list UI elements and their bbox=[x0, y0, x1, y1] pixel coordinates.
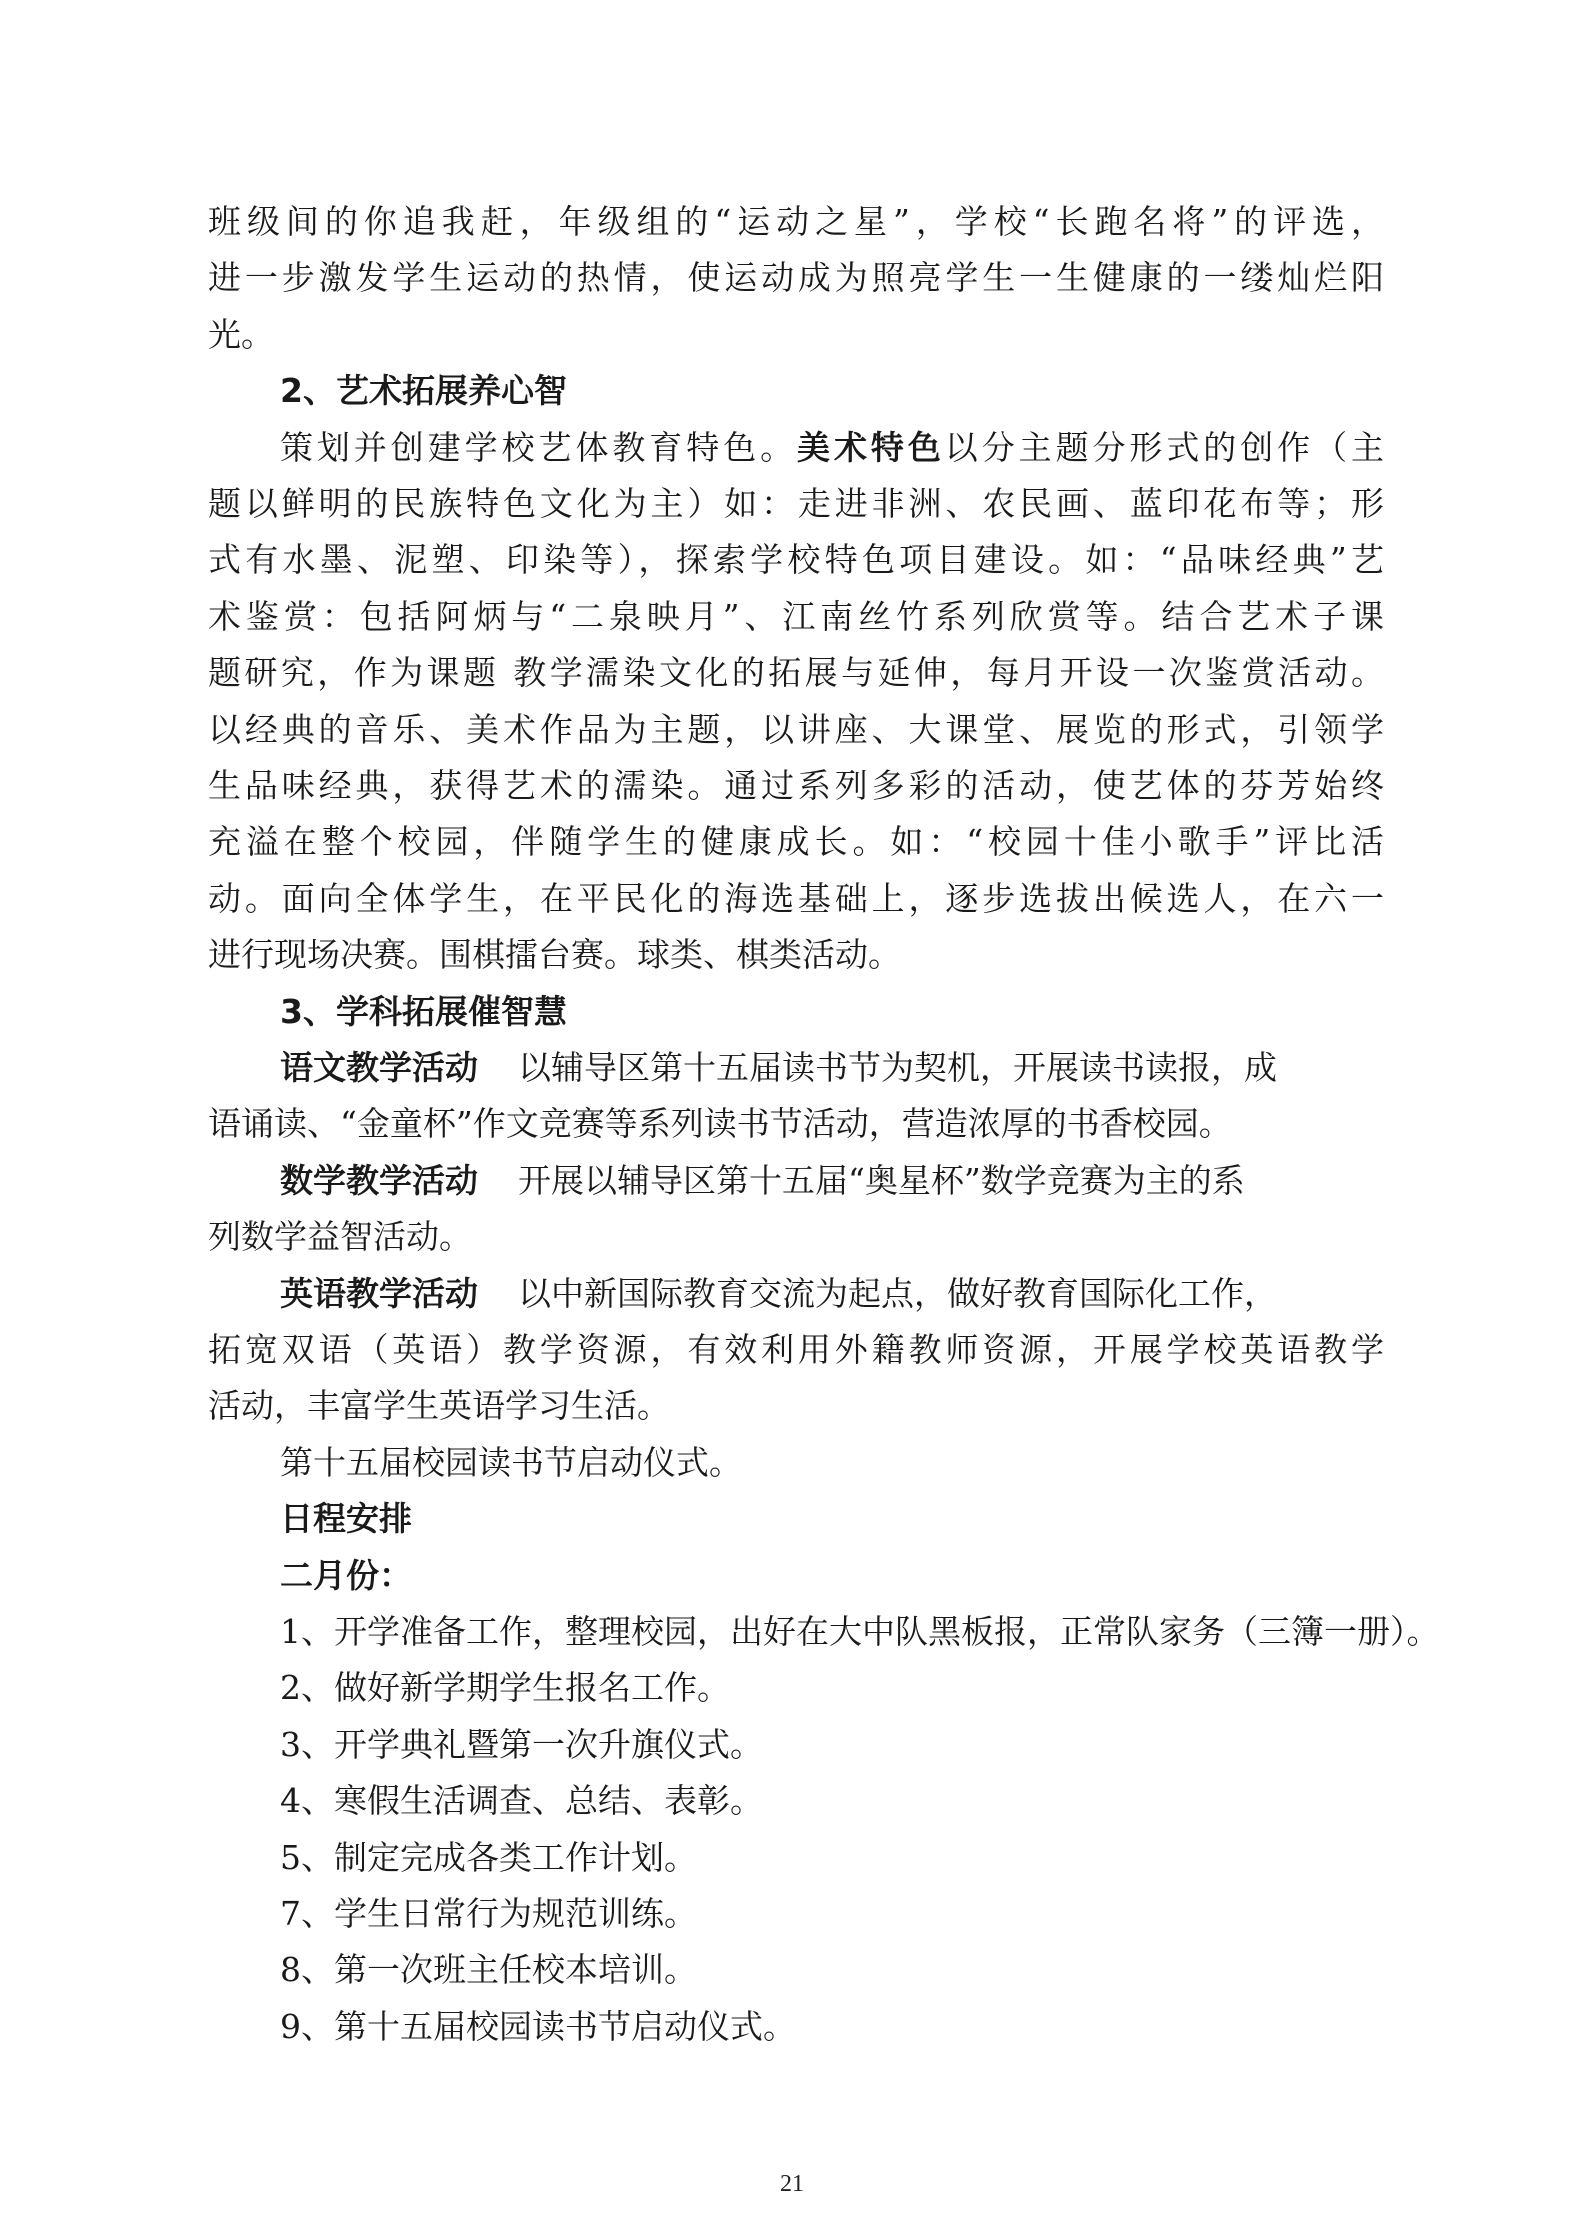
paragraph-line: 列数学益智活动。 bbox=[208, 1217, 472, 1257]
schedule-item: 1、开学准备工作，整理校园，出好在大中队黑板报，正常队家务（三簿一册）。 bbox=[280, 1612, 1440, 1651]
math-activity-text: 开展以辅导区第十五届“奥星杯”数学竞赛为主的系 bbox=[518, 1160, 1245, 1200]
math-activity-label: 数学教学活动 bbox=[280, 1160, 478, 1200]
paragraph-line: 生品味经典，获得艺术的濡染。通过系列多彩的活动，使艺体的芬芳始终 bbox=[208, 766, 1384, 805]
art-rest-text: 以分主题分形式的创作（主 bbox=[944, 427, 1385, 467]
english-activity-label: 英语教学活动 bbox=[280, 1273, 478, 1313]
paragraph-line: 动。面向全体学生，在平民化的海选基础上，逐步选拔出候选人，在六一 bbox=[208, 878, 1384, 918]
paragraph-line: 班级间的你追我赶，年级组的“运动之星”，学校“长跑名将”的评选， bbox=[208, 202, 1384, 241]
paragraph-line: 式有水墨、泥塑、印染等），探索学校特色项目建设。如：“品味经典”艺 bbox=[208, 540, 1384, 580]
paragraph-line: 题以鲜明的民族特色文化为主）如：走进非洲、农民画、蓝印花布等；形 bbox=[208, 484, 1384, 523]
paragraph-line: 充溢在整个校园，伴随学生的健康成长。如：“校园十佳小歌手”评比活 bbox=[208, 822, 1384, 862]
paragraph-line bbox=[280, 1042, 1277, 1094]
paragraph-line: 术鉴赏：包括阿炳与“二泉映月”、江南丝竹系列欣赏等。结合艺术子课 bbox=[208, 596, 1384, 636]
paragraph-line: 题研究，作为课题 教学濡染文化的拓展与延伸，每月开设一次鉴赏活动。 bbox=[208, 653, 1384, 693]
schedule-item: 4、寒假生活调查、总结、表彰。 bbox=[280, 1781, 763, 1821]
schedule-item: 2、做好新学期学生报名工作。 bbox=[280, 1668, 730, 1708]
english-activity-text: 以中新国际教育交流为起点，做好教育国际化工作， bbox=[518, 1273, 1277, 1313]
paragraph-line: 拓宽双语（英语）教学资源，有效利用外籍教师资源，开展学校英语教学 bbox=[208, 1330, 1384, 1369]
paragraph-line bbox=[280, 1155, 1245, 1207]
art-lead-text: 策划并创建学校艺体教育特色。 bbox=[280, 427, 798, 467]
schedule-item: 7、学生日常行为规范训练。 bbox=[280, 1894, 697, 1933]
section-heading-art: 2、艺术拓展养心智 bbox=[280, 371, 567, 411]
paragraph-line: 进一步激发学生运动的热情，使运动成为照亮学生一生健康的一缕灿烂阳 bbox=[208, 258, 1384, 298]
schedule-item: 9、第十五届校园读书节启动仪式。 bbox=[280, 2006, 796, 2046]
art-bold-term: 美术特色 bbox=[797, 427, 945, 467]
schedule-item: 5、制定完成各类工作计划。 bbox=[280, 1837, 697, 1877]
paragraph-line bbox=[280, 422, 1384, 474]
paragraph-line: 活动，丰富学生英语学习生活。 bbox=[208, 1386, 670, 1426]
paragraph-line: 以经典的音乐、美术作品为主题，以讲座、大课堂、展览的形式，引领学 bbox=[208, 709, 1384, 749]
schedule-heading: 日程安排 bbox=[280, 1499, 412, 1539]
paragraph-line: 进行现场决赛。围棋擂台赛。球类、棋类活动。 bbox=[208, 935, 901, 975]
paragraph-line: 语诵读、“金童杯”作文竞赛等系列读书节活动，营造浓厚的书香校园。 bbox=[208, 1104, 1232, 1144]
chinese-activity-label: 语文教学活动 bbox=[280, 1048, 478, 1087]
reading-ceremony-line: 第十五届校园读书节启动仪式。 bbox=[280, 1442, 742, 1482]
section-heading-subject: 3、学科拓展催智慧 bbox=[280, 991, 567, 1031]
schedule-item: 8、第一次班主任校本培训。 bbox=[280, 1950, 697, 1990]
chinese-activity-text: 以辅导区第十五届读书节为契机，开展读书读报，成 bbox=[518, 1048, 1277, 1087]
schedule-item: 3、开学典礼暨第一次升旗仪式。 bbox=[280, 1724, 763, 1764]
schedule-month: 二月份： bbox=[280, 1555, 412, 1595]
page-number: 21 bbox=[780, 2171, 804, 2197]
paragraph-line: 光。 bbox=[208, 314, 274, 354]
paragraph-line bbox=[280, 1268, 1277, 1320]
